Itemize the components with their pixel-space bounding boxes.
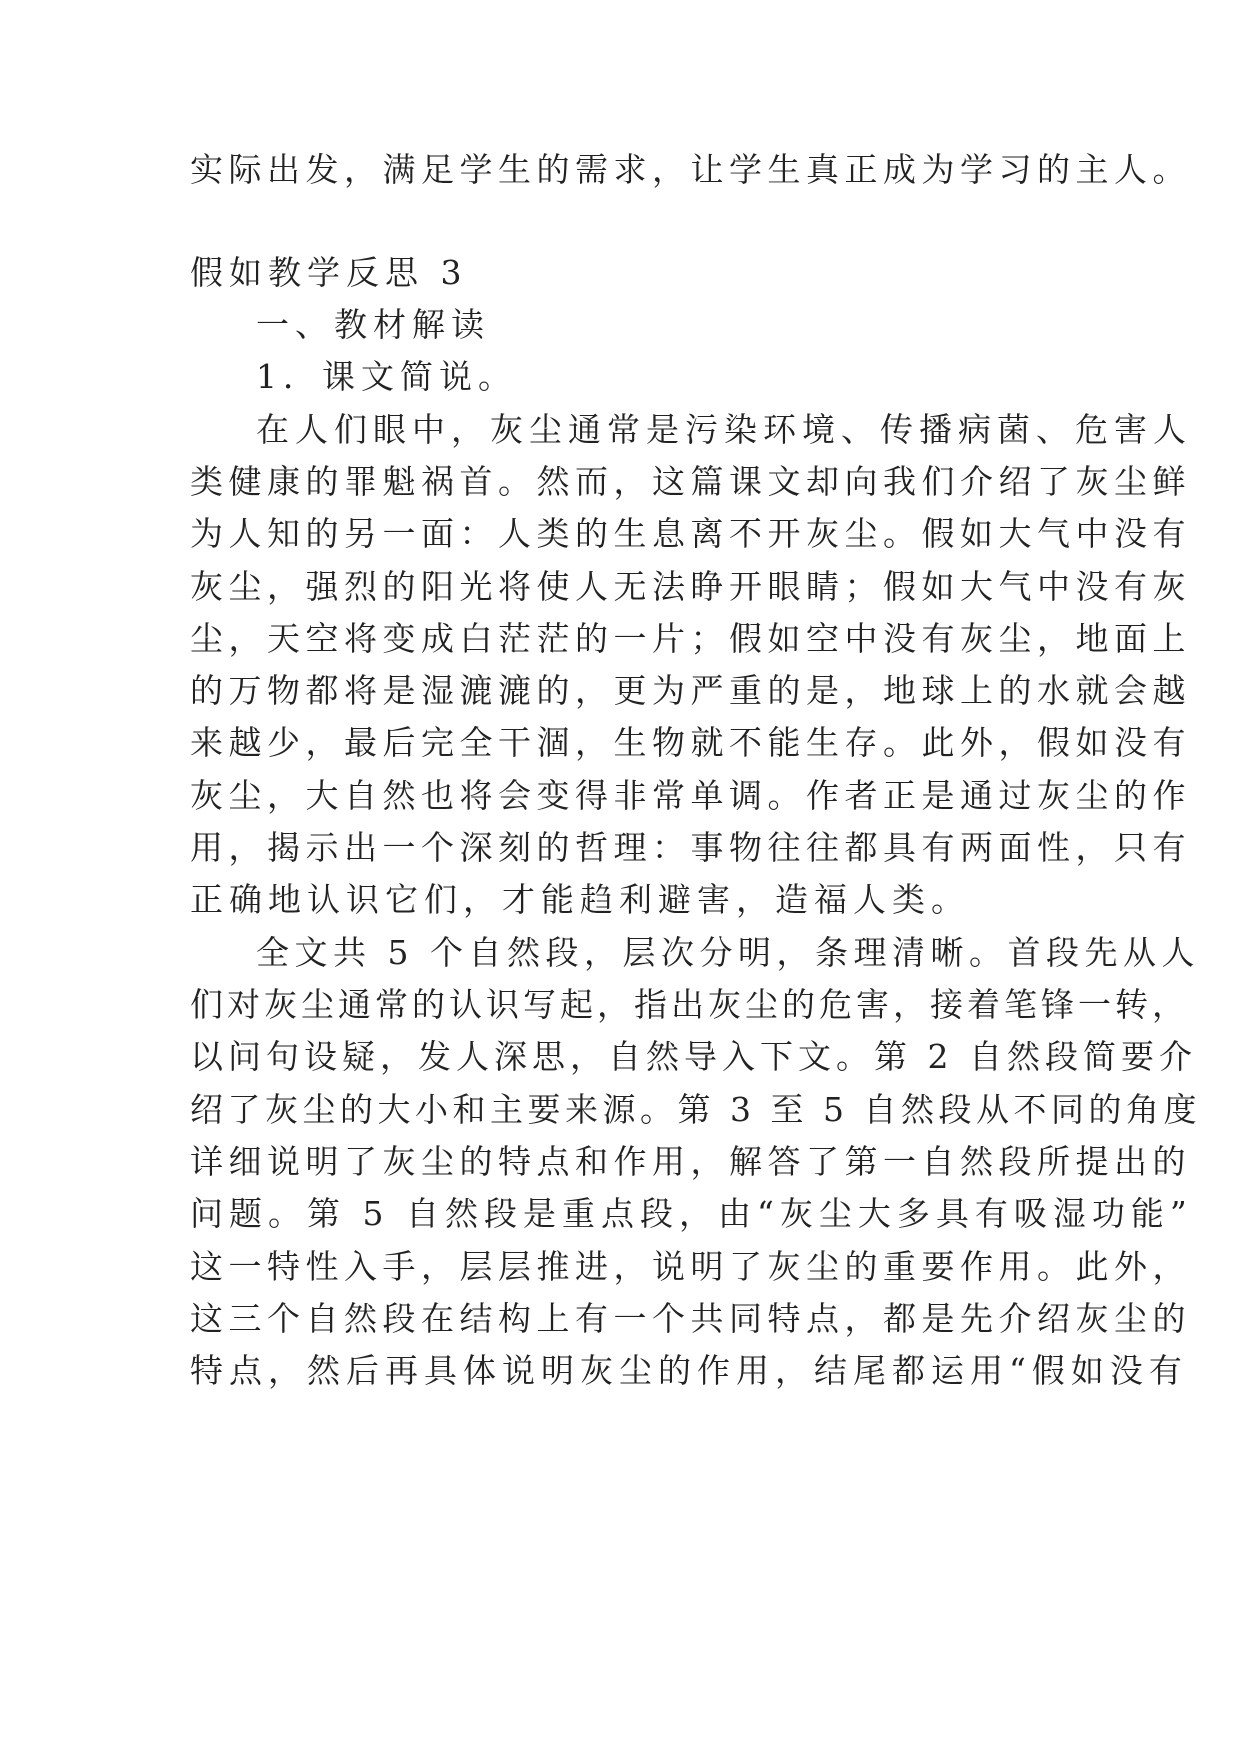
paragraph-line: 这一特性入手，层层推进，说明了灰尘的重要作用。此外， [190, 1247, 1191, 1286]
paragraph-line: 的万物都将是湿漉漉的，更为严重的是，地球上的水就会越 [190, 671, 1191, 710]
heading-textbook-analysis: 一、教材解读 [256, 305, 490, 344]
paragraph-line: 在人们眼中，灰尘通常是污染环境、传播病菌、危害人 [256, 410, 1192, 449]
paragraph-line: 来越少，最后完全干涸，生物就不能生存。此外，假如没有 [190, 723, 1191, 762]
continuation-line: 实际出发，满足学生的需求，让学生真正成为学习的主人。 [190, 150, 1191, 189]
paragraph-line: 这三个自然段在结构上有一个共同特点，都是先介绍灰尘的 [190, 1299, 1191, 1338]
paragraph-line: 灰尘，大自然也将会变得非常单调。作者正是通过灰尘的作 [190, 776, 1191, 815]
paragraph-line: 特点，然后再具体说明灰尘的作用，结尾都运用“假如没有 [190, 1351, 1188, 1390]
paragraph-line: 全文共 5 个自然段，层次分明，条理清晰。首段先从人 [256, 933, 1200, 972]
heading-text-summary: 1．课文简说。 [256, 357, 517, 396]
paragraph-line: 绍了灰尘的大小和主要来源。第 3 至 5 自然段从不同的角度 [190, 1090, 1201, 1129]
paragraph-line: 为人知的另一面：人类的生息离不开灰尘。假如大气中没有 [190, 514, 1191, 553]
paragraph-line: 们对灰尘通常的认识写起，指出灰尘的危害，接着笔锋一转， [190, 985, 1189, 1024]
paragraph-line: 以问句设疑，发人深思，自然导入下文。第 2 自然段简要介 [190, 1037, 1197, 1076]
paragraph-line: 问题。第 5 自然段是重点段，由“灰尘大多具有吸湿功能” [190, 1194, 1193, 1233]
paragraph-line: 正确地认识它们，才能趋利避害，造福人类。 [190, 880, 970, 919]
paragraph-line: 灰尘，强烈的阳光将使人无法睁开眼睛；假如大气中没有灰 [190, 567, 1191, 606]
paragraph-line: 用，揭示出一个深刻的哲理：事物往往都具有两面性，只有 [190, 828, 1191, 867]
paragraph-line: 类健康的罪魁祸首。然而，这篇课文却向我们介绍了灰尘鲜 [190, 462, 1191, 501]
paragraph-line: 详细说明了灰尘的特点和作用，解答了第一自然段所提出的 [190, 1142, 1191, 1181]
section-title: 假如教学反思 3 [190, 253, 468, 292]
paragraph-line: 尘，天空将变成白茫茫的一片；假如空中没有灰尘，地面上 [190, 619, 1191, 658]
